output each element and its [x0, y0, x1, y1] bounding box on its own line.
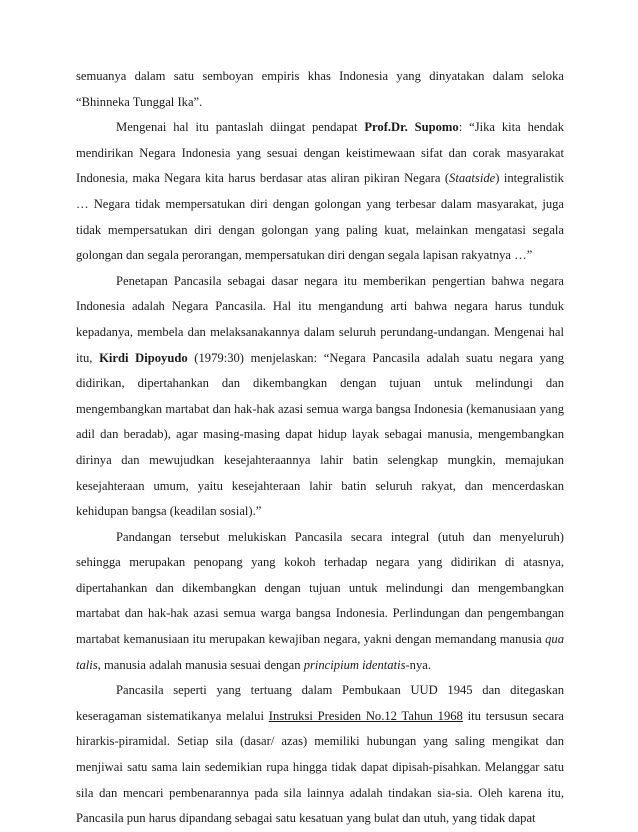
text-run: Pandangan tersebut melukiskan Pancasila secara integral (utuh dan menyeluruh) sehingga merupakan penopang yang kokoh terhadap negara yang didirikan di atasnya, dipertahankan dan dikembangkan dengan tujuan untuk melindungi dan mengembangkan martabat dan hak-hak azasi semua warga bangsa Indonesia. Perlindungan dan pengembangan martabat kemanusiaan itu merupakan kewajiban negara, yakni dengan memandang manusia: [76, 529, 564, 647]
author-name-supomo: Prof.Dr. Supomo: [364, 120, 459, 135]
text-run: Penetapan Pancasila sebagai dasar negara itu memberikan pengertian bahwa negara Indonesia adalah Negara Pancasila. Hal itu mengandung arti bahwa negara harus tunduk kepadanya, membela dan melaksanakannya dalam seluruh perundang-undangan. Mengenai hal itu,: [76, 273, 564, 365]
text-run: : “Jika kita hendak mendirikan Negara Indonesia yang sesuai dengan keistimewaan sifat dan corak masyarakat Indonesia, maka Negara kita harus berdasar atas aliran pikiran Negara (: [76, 120, 565, 186]
italic-term-staatside: Staatside: [449, 171, 496, 186]
text-run: -nya.: [405, 657, 432, 672]
paragraph-5: [76, 678, 564, 832]
paragraph-1: [76, 64, 564, 115]
text-run: Pancasila seperti yang tertuang dalam Pembukaan UUD 1945 dan ditegaskan keseragaman sistematikanya melalui: [76, 683, 564, 723]
italic-term-principium-identatis: principium identatis: [303, 657, 406, 672]
text-run: , manusia adalah manusia sesuai dengan: [97, 657, 304, 672]
text-run: itu tersusun secara hirarkis-piramidal. Setiap sila (dasar/ azas) memiliki hubungan yang saling mengikat dan menjiwai satu sama lain sedemikian rupa hingga tidak dapat dipisah-pisahkan. Melanggar satu sila dan mencari pembenarannya pada sila lainnya adalah tindakan sia-sia. Oleh karena itu, Pancasila pun harus dipandang sebagai satu kesatuan yang bulat dan utuh, yang tidak dapat: [76, 708, 564, 826]
underlined-reference-instruksi-presiden: Instruksi Presiden No.12 Tahun 1968: [268, 708, 463, 723]
paragraph-3: [76, 269, 564, 525]
italic-term-qua-talis: qua talis: [76, 632, 564, 672]
text-run: Mengenai hal itu pantaslah diingat pendapat: [116, 120, 365, 135]
document-page: [76, 64, 564, 832]
paragraph-4: [76, 525, 564, 679]
text-run: semuanya dalam satu semboyan empiris khas Indonesia yang dinyatakan dalam seloka “Bhinneka Tunggal Ika”.: [76, 69, 564, 109]
text-run: ) integralistik … Negara tidak mempersatukan diri dengan golongan yang terbesar dalam masyarakat, juga tidak mempersatukan diri dengan golongan yang paling kuat, melainkan mengatasi segala golongan dan segala perorangan, mempersatukan diri dengan segala lapisan rakyatnya …”: [76, 171, 564, 263]
paragraph-2: [76, 115, 564, 269]
author-name-kirdi-dipoyudo: Kirdi Dipoyudo: [99, 350, 188, 365]
text-run: (1979:30) menjelaskan: “Negara Pancasila adalah suatu negara yang didirikan, dipertahankan dan dikembangkan dengan tujuan untuk melindungi dan mengembangkan martabat dan hak-hak azasi semua warga bangsa Indonesia (kemanusiaan yang adil dan beradab), agar masing-masing dapat hidup layak sebagai manusia, mengembangkan dirinya dan mewujudkan kesejahteraannya lahir batin selengkap mungkin, memajukan kesejahteraan umum, yaitu kesejahteraan lahir batin seluruh rakyat, dan mencerdaskan kehidupan bangsa (keadilan sosial).”: [76, 350, 564, 519]
